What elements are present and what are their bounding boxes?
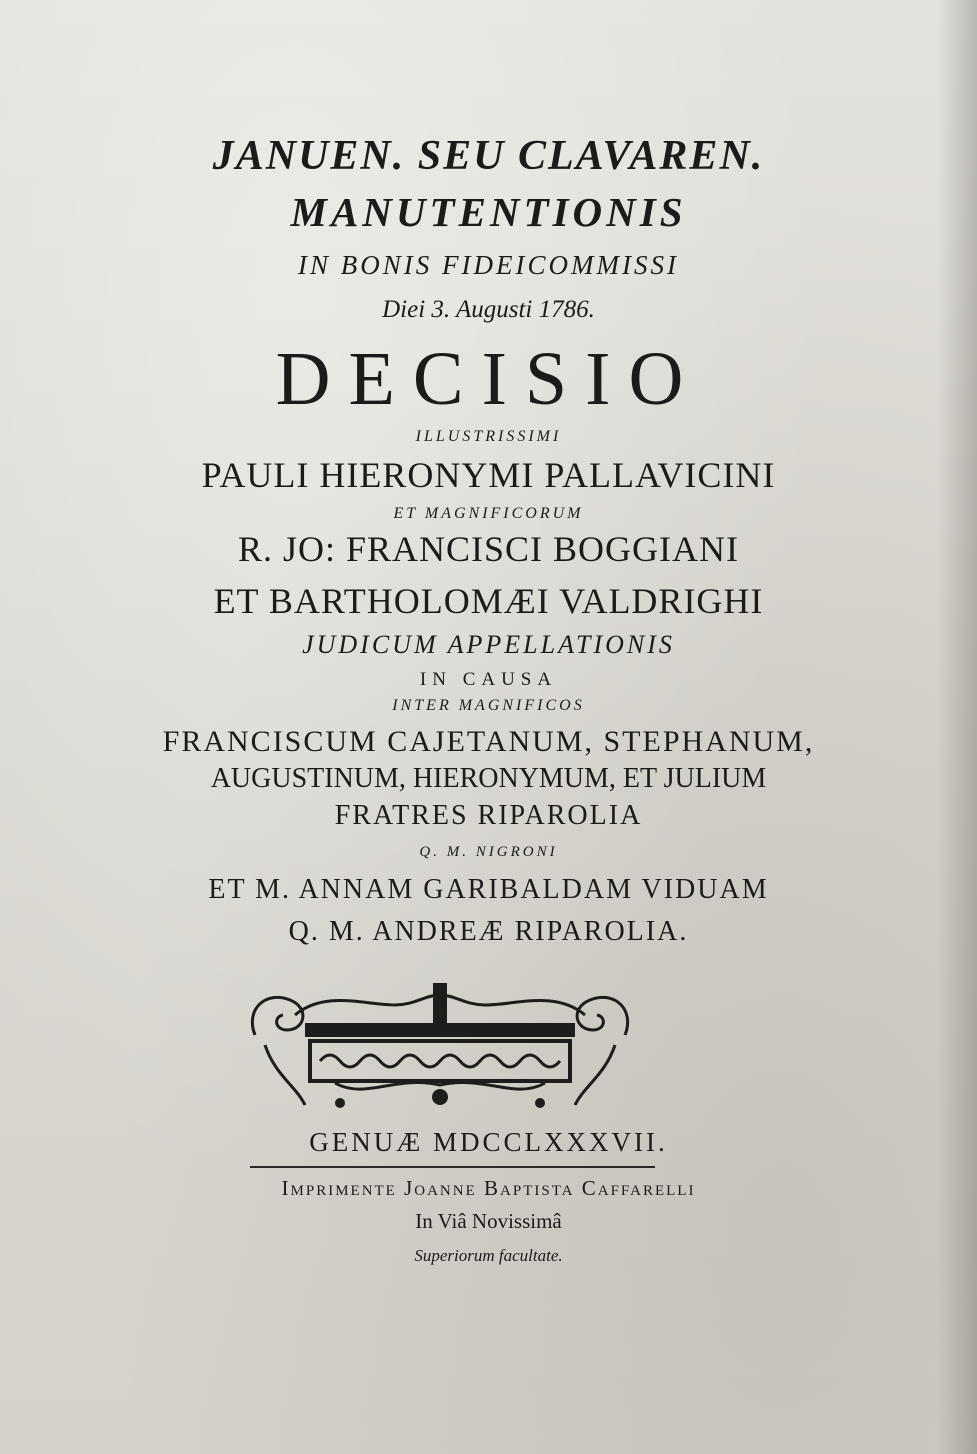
imprint-place-year: GENUÆ MDCCLXXXVII. bbox=[309, 1127, 668, 1157]
party-1-line-3: FRATRES RIPAROLIA bbox=[334, 800, 643, 831]
imprint-street: In Viâ Novissimâ bbox=[415, 1209, 562, 1233]
baroque-scroll-ornament-icon bbox=[235, 975, 645, 1110]
et-magnificorum-label: ET MAGNIFICORUM bbox=[393, 505, 584, 522]
inter-magnificos-label: INTER MAGNIFICOS bbox=[392, 697, 585, 714]
party-1-line-2: AUGUSTINUM, HIERONYMUM, ET JULIUM bbox=[210, 763, 767, 794]
judge-2: R. JO: FRANCISCI BOGGIANI bbox=[237, 529, 740, 569]
title-line-1: JANUEN. SEU CLAVAREN. bbox=[212, 133, 765, 179]
imprint-printer: Imprimente Joanne Baptista Caffarelli bbox=[281, 1176, 696, 1200]
party-2-line-2: Q. M. ANDREÆ RIPAROLIA. bbox=[288, 916, 689, 947]
judge-1: PAULI HIERONYMI PALLAVICINI bbox=[201, 455, 776, 495]
imprint-permission: Superiorum facultate. bbox=[414, 1246, 563, 1265]
judge-3: ET BARTHOLOMÆI VALDRIGHI bbox=[213, 581, 764, 621]
illustrissimi-label: ILLUSTRISSIMI bbox=[415, 428, 562, 445]
qm-nigroni-label: Q. M. NIGRONI bbox=[419, 844, 558, 860]
party-1-line-1: FRANCISCUM CAJETANUM, STEPHANUM, bbox=[162, 725, 815, 758]
title-line-2: MANUTENTIONIS bbox=[290, 189, 687, 235]
title-line-3: IN BONIS FIDEICOMMISSI bbox=[298, 250, 679, 280]
party-2-line-1: ET M. ANNAM GARIBALDAM VIDUAM bbox=[208, 874, 769, 905]
in-causa-label: IN CAUSA bbox=[419, 669, 558, 690]
judicum-appellationis: JUDICUM APPELLATIONIS bbox=[302, 630, 675, 659]
imprint-rule bbox=[250, 1166, 655, 1168]
decision-date: Diei 3. Augusti 1786. bbox=[382, 296, 595, 323]
decisio-heading: DECISIO bbox=[275, 337, 702, 421]
